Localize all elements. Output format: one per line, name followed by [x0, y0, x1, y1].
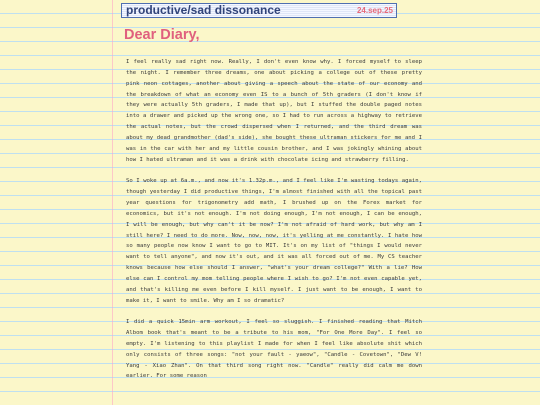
entry-date: 24.sep.25: [356, 6, 393, 15]
page-header: [121, 3, 397, 18]
entry-paragraph-3: I did a quick 15min arm workout, I feel so sluggish. I finished reading that Mitch Albom book that's meant to be a tribute to his mom, "For One More Day". I feel so empty. I'm listening to this playlist I made for when I feel like absolute shit which only consists of three songs: "not your fault - yaeow", "Candle - Covetown", "Dew V! Yang - Xiao Zhan". On that third song right now. "Candle" really did calm me down earlier. For some reason: [126, 319, 422, 380]
entry-paragraph-2: So I woke up at 6a.m., and now it's 1.32p.m., and I feel like I'm wasting todays again, though yesterday I did productive things, I'm almost finished with all the topical past year questions for trigonometry add math, I brushed up on the Forex market for economics, but it's not enough. I'm not doing enough, I'm not enough, I can be enough, I will be enough, but why can't it be now? I'm not afraid of hard work, but why am I still here? I need to do more. Now, now, now, it's yelling at me constantly. I hate how so many people now know I want to go to MIT. It's on my list of "things I would never want to tell anyone", and now it's out, and it was all forced out of me. My CS teacher knows because how else should I answer, "what's your dream college?" With a lie? How else can I control my mom telling people where I wish to go? I'm not even capable yet, and that's killing me even before I kill myself. I just want to be enough, I want to make it, I want to smile. Why am I so dramatic?: [126, 178, 422, 304]
entry-greeting: Dear Diary,: [124, 27, 200, 43]
entry-paragraph-1: I feel really sad right now. Really, I don't even know why. I forced myself to sleep the night. I remember three dreams, one about picking a college out of these pretty pink neon cottages, another about giving a speech about the state of our economy and the breakdown of what an economy even IS to a bunch of 5th graders (I don't know if they were actually 5th graders, I made that up), but I stuffed the double paged notes into a drawer and picked up the wrong one, so I had to run across a highway to retrieve the actual notes, but the crowd dispersed when I returned, and the third dream was about my dead grandmother (dad's side), she bought these ultraman stickers for me and I was in the car with her and my little cousin brother, and I was jokingly whining about how I hated ultraman and it was a drink with chocolate icing and strawberry filling.: [126, 59, 422, 163]
page-title: productive/sad dissonance: [126, 3, 281, 17]
entry-body: [126, 57, 422, 393]
